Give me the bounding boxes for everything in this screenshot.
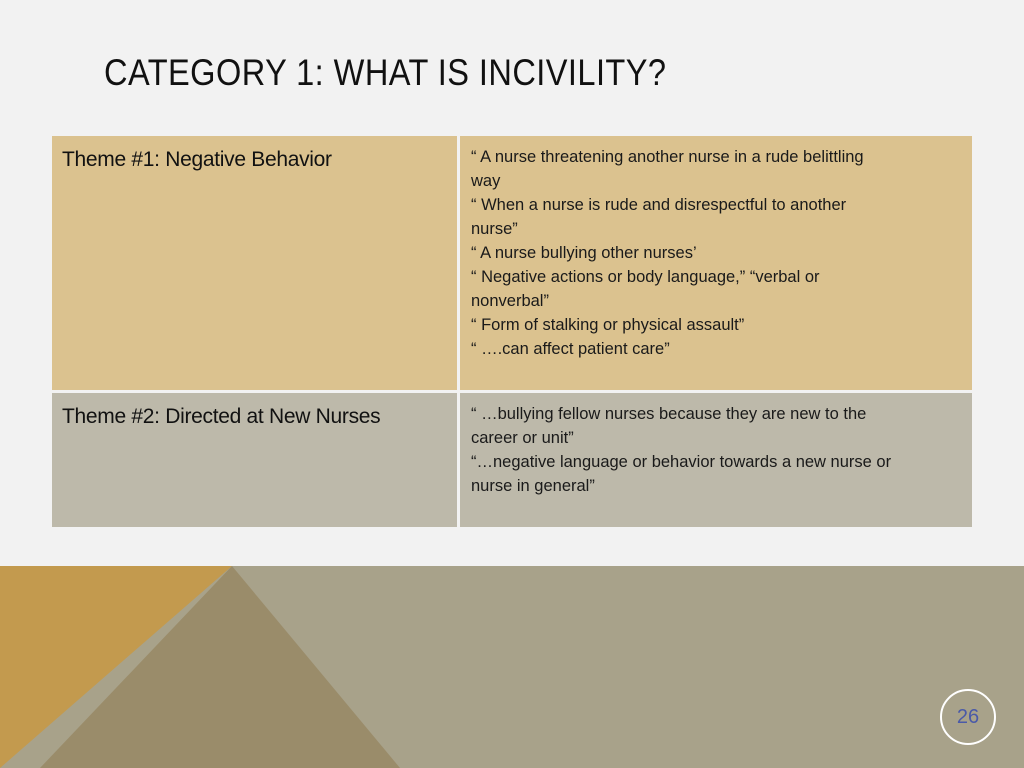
quotes-cell xyxy=(460,136,972,390)
quote-line: “ ….can affect patient care” xyxy=(471,340,670,358)
quote-line: “ When a nurse is rude and disrespectful to another xyxy=(471,196,847,214)
theme-label: Theme #2: Directed at New Nurses xyxy=(62,405,381,428)
footer-decoration xyxy=(0,566,1024,768)
theme-cell xyxy=(52,393,460,527)
quote-line: nonverbal” xyxy=(471,292,549,310)
page-number: 26 xyxy=(956,705,980,728)
theme-cell xyxy=(52,136,460,390)
quote-line: “ A nurse threatening another nurse in a rude belittling xyxy=(471,148,864,166)
table-row xyxy=(52,136,972,390)
quote-line: nurse” xyxy=(471,220,518,238)
table-row xyxy=(52,393,972,527)
quote-line: “ …bullying fellow nurses because they are new to the xyxy=(471,405,867,423)
quote-line: “ Negative actions or body language,” “verbal or xyxy=(471,268,820,286)
theme-label: Theme #1: Negative Behavior xyxy=(62,148,332,171)
quotes-cell xyxy=(460,393,972,527)
page-number-badge xyxy=(940,689,996,745)
quote-line: “ Form of stalking or physical assault” xyxy=(471,316,745,334)
quote-line: way xyxy=(471,172,501,190)
quote-line: “ A nurse bullying other nurses’ xyxy=(471,244,697,262)
quote-line: career or unit” xyxy=(471,429,574,447)
quote-line: nurse in general” xyxy=(471,477,595,495)
quote-line: “…negative language or behavior towards a new nurse or xyxy=(471,453,892,471)
slide-title: CATEGORY 1: WHAT IS INCIVILITY? xyxy=(104,52,667,93)
